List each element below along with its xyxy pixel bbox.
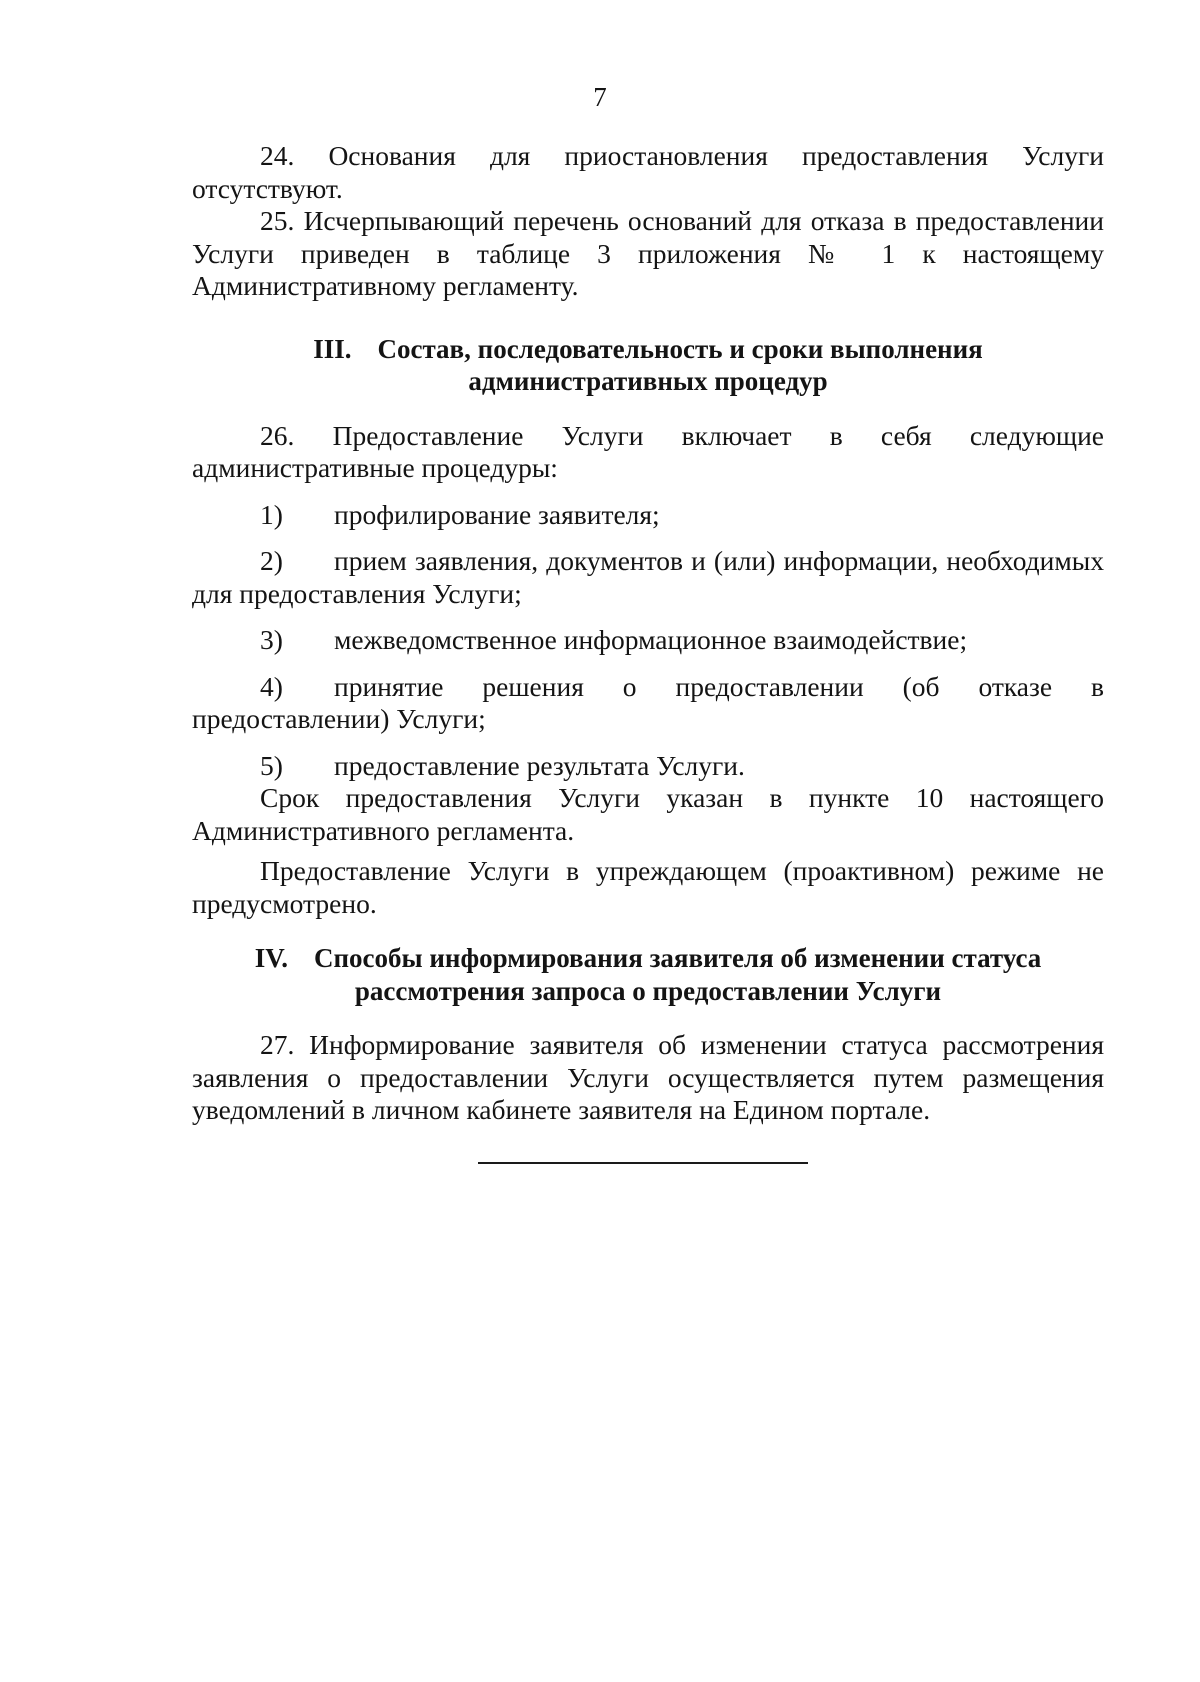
paragraph-24: 24. Основания для приостановления предоставления Услуги отсутствуют. bbox=[192, 140, 1104, 204]
section-3-heading bbox=[192, 333, 1104, 398]
procedure-marker: 3) bbox=[260, 624, 283, 655]
section-4-heading-line-1 bbox=[192, 942, 1104, 975]
term-paragraph: Срок предоставления Услуги указан в пункте 10 настоящего Административного регламента. bbox=[192, 782, 1104, 846]
procedure-text: принятие решения о предоставлении (об отказе в предоставлении) Услуги; bbox=[192, 670, 1104, 734]
procedure-item-2 bbox=[192, 545, 1104, 610]
procedure-marker: 5) bbox=[260, 749, 283, 781]
procedure-text: прием заявления, документов и (или) информации, необходимых для предоставления Услуги; bbox=[192, 545, 1104, 609]
procedure-text: предоставление результата Услуги. bbox=[334, 749, 745, 781]
section-3-heading-line-1 bbox=[192, 333, 1104, 366]
section-4-heading bbox=[192, 942, 1104, 1007]
end-of-document-rule bbox=[478, 1162, 808, 1164]
section-3-number: III. bbox=[313, 333, 352, 364]
section-3-title-line-1: Состав, последовательность и сроки выполнения bbox=[377, 333, 983, 364]
procedure-text: межведомственное информационное взаимодействие; bbox=[334, 624, 968, 655]
section-4-title-line-1: Способы информирования заявителя об изменении статуса bbox=[313, 943, 1042, 973]
procedure-item-5 bbox=[192, 750, 1104, 783]
page-number: 7 bbox=[593, 82, 607, 112]
paragraph-25: 25. Исчерпывающий перечень оснований для отказа в предоставлении Услуги приведен в таблице 3 приложения № 1 к настоящему Административному регламенту. bbox=[192, 205, 1104, 301]
paragraph-26: 26. Предоставление Услуги включает в себя следующие административные процедуры: bbox=[192, 419, 1104, 483]
procedure-item-1 bbox=[192, 499, 1104, 532]
proactive-paragraph: Предоставление Услуги в упреждающем (проактивном) режиме не предусмотрено. bbox=[192, 855, 1104, 919]
procedure-marker: 2) bbox=[260, 545, 283, 576]
procedure-item-3 bbox=[192, 624, 1104, 657]
section-4-title-line-2: рассмотрения запроса о предоставлении Услуги bbox=[354, 975, 942, 1006]
document-body bbox=[192, 140, 1104, 1127]
procedure-text: профилирование заявителя; bbox=[334, 498, 660, 530]
section-3-title-line-2: административных процедур bbox=[468, 366, 828, 396]
procedure-marker: 4) bbox=[260, 670, 283, 702]
section-4-number: IV. bbox=[254, 943, 288, 973]
paragraph-27: 27. Информирование заявителя об изменении статуса рассмотрения заявления о предоставлении Услуги осуществляется путем размещения уведомлений в личном кабинете заявителя на Едином портале. bbox=[192, 1029, 1104, 1125]
procedure-marker: 1) bbox=[260, 498, 283, 530]
procedure-item-4 bbox=[192, 671, 1104, 736]
